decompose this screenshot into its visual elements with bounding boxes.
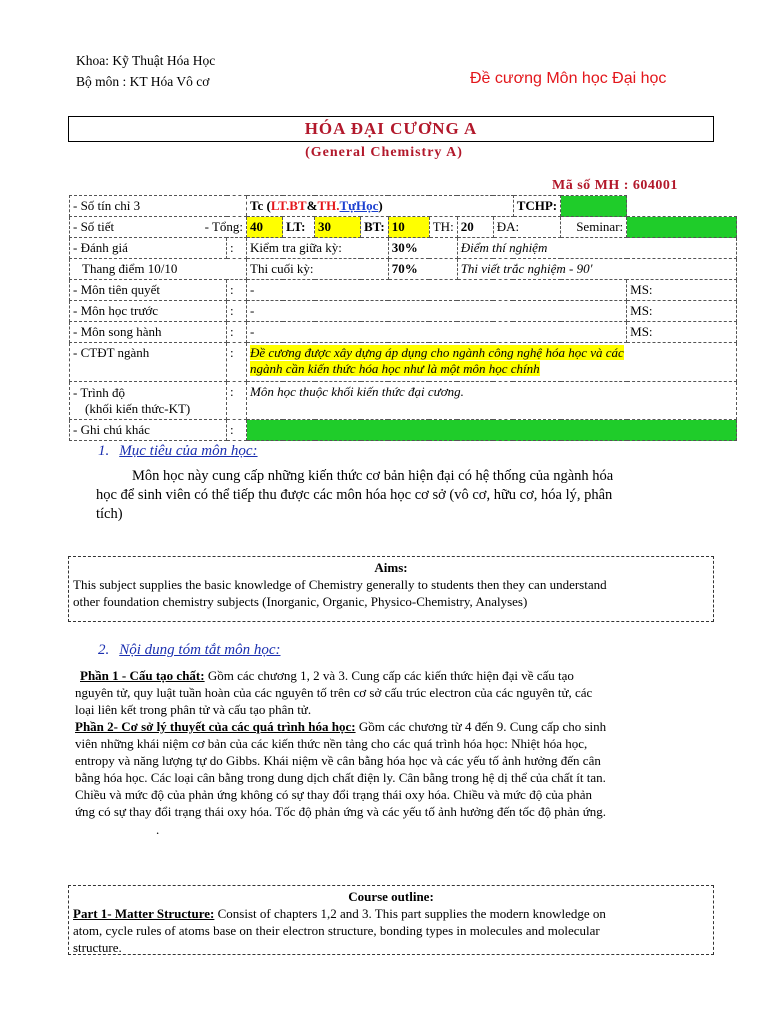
total-label: - Tổng: — [204, 219, 243, 234]
bt-label: BT: — [361, 217, 389, 238]
notes-value — [247, 420, 737, 441]
credits-label: - Số tín chỉ 3 — [73, 198, 141, 213]
level-value: Môn học thuộc khối kiến thức đại cương. — [247, 382, 737, 420]
part1-heading: Phần 1 - Cấu tạo chất: — [80, 668, 205, 683]
final-desc: Thi viết trắc nghiệm - 90' — [457, 259, 736, 280]
aims-box: Aims: This subject supplies the basic knowledge of Chemistry generally to students then they can understand other foundation chemistry subjects (Inorganic, Organic, Physico-Chemistry, Analyses) — [68, 556, 714, 622]
table-row — [70, 217, 737, 238]
table-row: - Môn tiên quyết : - MS: — [70, 280, 737, 301]
course-info-table — [69, 195, 737, 441]
tc-cell: Tc (LT.BT&TH.TựHọc) — [247, 196, 514, 217]
section2-body: Phần 1 - Cấu tạo chất: Gồm các chương 1, 2 và 3. Cung cấp các kiến thức hiện đại về cấu tạo nguyên tử, quy luật tuần hoàn của các nguyên tố trên cơ sở cấu trúc electron của các nguyên tử, các loại liên kết trong phân tử và cấu tạo phân tử. Phần 2- Cơ sở lý thuyết của các quá trình hóa học: Gồm các chương từ 4 đến 9. Cung cấp cho sinh viên những khái niệm cơ bản của các kiến thức nền tảng cho các quá trình hóa học: Nhiệt hóa học, entropy và năng lượng tự do Gibbs. Khái niệm về cân bằng hóa học và các yếu tố ảnh hưởng đến cân bằng hóa học. Các loại cân bằng trong dung dịch chất điện ly. Cân bằng trong hệ dị thể của chất ít tan. Chiều và mức độ của phản ứng không có sự thay đổi trạng thái oxy hóa. Chiều và mức độ của phản ứng có sự thay đổi trạng thái oxy hóa. Tốc độ phản ứng và các yếu tố ảnh hưởng đến tốc độ phản ứng. — [75, 668, 607, 819]
seminar-value — [627, 217, 737, 238]
document-type: Đề cương Môn học Đại học — [470, 70, 667, 87]
department-label: Bộ môn : KT Hóa Vô cơ — [76, 74, 210, 89]
prior-ms: MS: — [627, 301, 737, 322]
tchp-value — [561, 196, 627, 217]
prior-label: - Môn học trước — [70, 301, 227, 322]
outline-part1-heading: Part 1- Matter Structure: — [73, 906, 215, 921]
table-row: - Đánh giá : Kiểm tra giữa kỳ: 30% Điểm thí nghiệm — [70, 238, 737, 259]
scale-label: Thang điểm 10/10 — [70, 259, 247, 280]
total-value: 40 — [247, 217, 283, 238]
midterm-label: Kiểm tra giữa kỳ: — [247, 238, 389, 259]
table-row — [70, 259, 737, 280]
th-label: TH: — [429, 217, 457, 238]
outline-box: Course outline: Part 1- Matter Structure: Consist of chapters 1,2 and 3. This part supplies the modern knowledge on atom, cycle rules of atoms base on their electron structure, bonding types in molecules and molecular structure. — [68, 885, 714, 955]
coreq-ms: MS: — [627, 322, 737, 343]
ctdt-label: - CTĐT ngành — [70, 343, 227, 382]
section2-heading: 2. Nội dung tóm tắt môn học: — [98, 642, 281, 658]
level-label: - Trình độ (khối kiến thức-KT) — [70, 382, 227, 420]
prior-value: - — [247, 301, 627, 322]
tchp-label: TCHP: — [513, 196, 560, 217]
midterm-desc: Điểm thí nghiệm — [457, 238, 736, 259]
ctdt-value: Đề cương được xây dựng áp dụng cho ngành công nghệ hóa học và các ngành cần kiến thức hóa học như là một môn học chính — [247, 343, 737, 382]
prereq-ms: MS: — [627, 280, 737, 301]
page-title: HÓA ĐẠI CƯƠNG A — [304, 119, 478, 138]
table-row: - Môn song hành : - MS: — [70, 322, 737, 343]
seminar-label: Seminar: — [561, 217, 627, 238]
section1-body: Môn học này cung cấp những kiến thức cơ bản hiện đại có hệ thống của ngành hóa học để sinh viên có thể tiếp thu được các môn hóa học cơ sở (vô cơ, hữu cơ, hóa lý, phân tích) — [96, 468, 614, 522]
page-subtitle: (General Chemistry A) — [305, 145, 463, 160]
table-row: - Ghi chú khác : — [70, 420, 737, 441]
th-value: 20 — [457, 217, 493, 238]
da-label: ĐA: — [493, 217, 560, 238]
coreq-value: - — [247, 322, 627, 343]
prereq-label: - Môn tiên quyết — [70, 280, 227, 301]
faculty-label: Khoa: Kỹ Thuật Hóa Học — [76, 53, 216, 68]
prereq-value: - — [247, 280, 627, 301]
course-code: Mã số MH : 604001 — [552, 178, 678, 193]
outline-title: Course outline: — [348, 889, 434, 904]
coreq-label: - Môn song hành — [70, 322, 227, 343]
aims-title: Aims: — [374, 560, 408, 575]
part2-heading: Phần 2- Cơ sở lý thuyết của các quá trình hóa học: — [75, 719, 356, 734]
stray-dot: . — [156, 822, 160, 837]
table-row — [70, 196, 737, 217]
lt-value: 30 — [315, 217, 361, 238]
table-row: - Môn học trước : - MS: — [70, 301, 737, 322]
section1-heading: 1. Mục tiêu của môn học: — [98, 443, 258, 459]
hours-label: - Số tiết — [73, 219, 115, 234]
final-pct: 70% — [388, 259, 457, 280]
table-row: - CTĐT ngành : Đề cương được xây dựng áp dụng cho ngành công nghệ hóa học và các ngành cần kiến thức hóa học như là một môn học chính — [70, 343, 737, 382]
title-box — [68, 116, 714, 142]
midterm-pct: 30% — [388, 238, 457, 259]
table-row: - Trình độ (khối kiến thức-KT) : Môn học thuộc khối kiến thức đại cương. — [70, 382, 737, 420]
notes-label: - Ghi chú khác — [70, 420, 227, 441]
lt-label: LT: — [283, 217, 315, 238]
eval-label: - Đánh giá — [70, 238, 227, 259]
final-label: Thi cuối kỳ: — [247, 259, 389, 280]
bt-value: 10 — [388, 217, 429, 238]
